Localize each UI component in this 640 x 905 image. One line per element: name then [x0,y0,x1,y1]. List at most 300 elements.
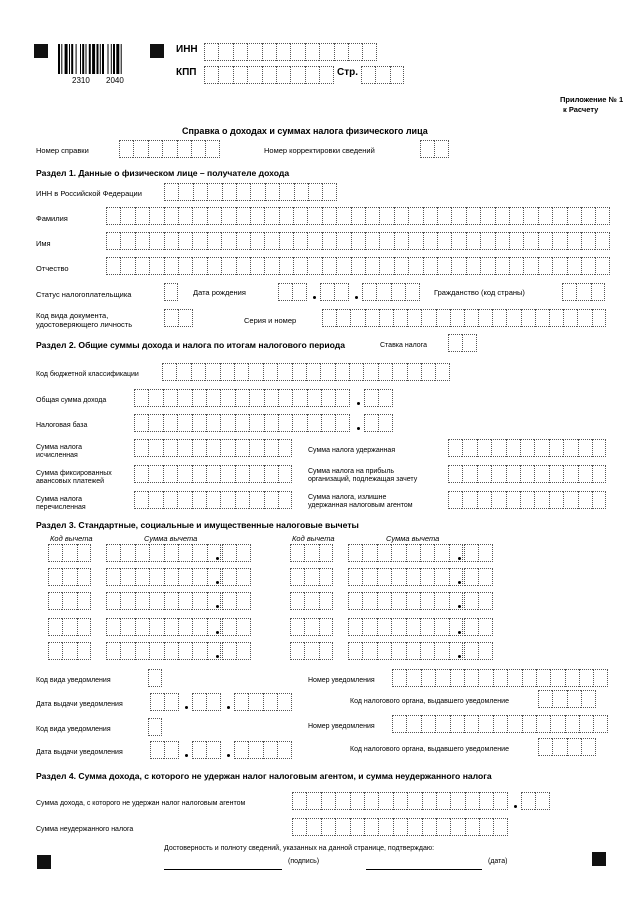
char-cell[interactable] [364,792,378,810]
char-cell[interactable] [290,66,304,84]
char-cell[interactable] [148,669,162,687]
char-cell[interactable] [361,66,375,84]
profit-tax-field[interactable] [448,465,606,483]
char-cell[interactable] [279,232,293,250]
char-cell[interactable] [148,414,162,432]
char-cell[interactable] [148,491,162,509]
char-cell[interactable] [435,715,449,733]
char-cell[interactable] [335,792,349,810]
char-cell[interactable] [567,207,581,225]
char-cell[interactable] [534,465,548,483]
char-cell[interactable] [263,363,277,381]
char-cell[interactable] [351,232,365,250]
char-cell[interactable] [220,491,234,509]
char-cell[interactable] [48,568,62,586]
char-cell[interactable] [335,818,349,836]
deduction-amount-field[interactable] [106,544,221,562]
char-cell[interactable] [478,618,492,636]
char-cell[interactable] [493,818,507,836]
char-cell[interactable] [120,642,134,660]
char-cell[interactable] [163,414,177,432]
char-cell[interactable] [478,592,492,610]
char-cell[interactable] [538,207,552,225]
char-cell[interactable] [509,257,523,275]
char-cell[interactable] [192,693,206,711]
deduction-kop-field[interactable] [222,592,251,610]
char-cell[interactable] [264,257,278,275]
char-cell[interactable] [423,207,437,225]
char-cell[interactable] [305,66,319,84]
char-cell[interactable] [448,334,462,352]
char-cell[interactable] [462,491,476,509]
char-cell[interactable] [234,693,248,711]
char-cell[interactable] [379,309,393,327]
char-cell[interactable] [322,309,336,327]
deduction-kop-field[interactable] [222,568,251,586]
char-cell[interactable] [464,544,478,562]
char-cell[interactable] [477,439,491,457]
char-cell[interactable] [192,491,206,509]
char-cell[interactable] [134,491,148,509]
char-cell[interactable] [563,439,577,457]
deduction-kop-field[interactable] [222,642,251,660]
char-cell[interactable] [248,363,262,381]
char-cell[interactable] [206,465,220,483]
char-cell[interactable] [392,669,406,687]
char-cell[interactable] [192,741,206,759]
char-cell[interactable] [234,363,248,381]
char-cell[interactable] [466,232,480,250]
notice-month-field[interactable] [192,741,221,759]
char-cell[interactable] [221,232,235,250]
char-cell[interactable] [307,389,321,407]
char-cell[interactable] [293,232,307,250]
char-cell[interactable] [308,183,322,201]
char-cell[interactable] [334,283,348,301]
char-cell[interactable] [421,363,435,381]
char-cell[interactable] [477,465,491,483]
deduction-code-field[interactable] [290,568,333,586]
char-cell[interactable] [562,283,576,301]
char-cell[interactable] [236,642,250,660]
notice-month-field[interactable] [192,693,221,711]
char-cell[interactable] [405,283,419,301]
char-cell[interactable] [235,465,249,483]
deduction-code-field[interactable] [290,592,333,610]
char-cell[interactable] [290,544,304,562]
char-cell[interactable] [134,439,148,457]
char-cell[interactable] [304,592,318,610]
char-cell[interactable] [534,439,548,457]
char-cell[interactable] [595,207,609,225]
char-cell[interactable] [406,618,420,636]
char-cell[interactable] [391,642,405,660]
char-cell[interactable] [565,715,579,733]
char-cell[interactable] [552,207,566,225]
char-cell[interactable] [233,66,247,84]
char-cell[interactable] [192,257,206,275]
char-cell[interactable] [321,818,335,836]
char-cell[interactable] [236,183,250,201]
char-cell[interactable] [48,642,62,660]
char-cell[interactable] [62,592,76,610]
char-cell[interactable] [394,232,408,250]
deduction-code-field[interactable] [48,618,91,636]
char-cell[interactable] [451,207,465,225]
char-cell[interactable] [464,642,478,660]
char-cell[interactable] [177,140,191,158]
char-cell[interactable] [407,792,421,810]
char-cell[interactable] [593,715,607,733]
char-cell[interactable] [563,309,577,327]
char-cell[interactable] [448,439,462,457]
char-cell[interactable] [236,592,250,610]
char-cell[interactable] [581,207,595,225]
char-cell[interactable] [576,283,590,301]
char-cell[interactable] [278,414,292,432]
char-cell[interactable] [394,207,408,225]
char-cell[interactable] [218,66,232,84]
char-cell[interactable] [420,592,434,610]
char-cell[interactable] [521,792,535,810]
deduction-amount-field[interactable] [348,592,463,610]
char-cell[interactable] [306,363,320,381]
char-cell[interactable] [277,741,291,759]
char-cell[interactable] [236,232,250,250]
char-cell[interactable] [191,363,205,381]
char-cell[interactable] [377,618,391,636]
char-cell[interactable] [48,618,62,636]
char-cell[interactable] [290,43,304,61]
char-cell[interactable] [235,439,249,457]
char-cell[interactable] [149,568,163,586]
char-cell[interactable] [207,257,221,275]
char-cell[interactable] [249,439,263,457]
char-cell[interactable] [392,715,406,733]
char-cell[interactable] [306,792,320,810]
char-cell[interactable] [348,544,362,562]
char-cell[interactable] [247,66,261,84]
char-cell[interactable] [407,818,421,836]
char-cell[interactable] [480,232,494,250]
char-cell[interactable] [207,618,221,636]
char-cell[interactable] [207,642,221,660]
char-cell[interactable] [265,183,279,201]
char-cell[interactable] [536,669,550,687]
char-cell[interactable] [534,491,548,509]
inn-field[interactable] [204,43,377,61]
char-cell[interactable] [567,257,581,275]
char-cell[interactable] [435,363,449,381]
char-cell[interactable] [506,465,520,483]
deduction-amount-field[interactable] [106,642,221,660]
char-cell[interactable] [77,592,91,610]
char-cell[interactable] [492,309,506,327]
char-cell[interactable] [362,544,376,562]
char-cell[interactable] [207,568,221,586]
char-cell[interactable] [164,183,178,201]
cert-number-field[interactable] [119,140,220,158]
char-cell[interactable] [192,544,206,562]
char-cell[interactable] [491,491,505,509]
char-cell[interactable] [466,257,480,275]
char-cell[interactable] [478,568,492,586]
char-cell[interactable] [434,592,448,610]
char-cell[interactable] [320,283,334,301]
char-cell[interactable] [134,414,148,432]
char-cell[interactable] [449,568,463,586]
correction-number-field[interactable] [420,140,449,158]
char-cell[interactable] [235,414,249,432]
char-cell[interactable] [362,592,376,610]
char-cell[interactable] [164,257,178,275]
char-cell[interactable] [479,792,493,810]
char-cell[interactable] [163,465,177,483]
char-cell[interactable] [436,818,450,836]
char-cell[interactable] [250,207,264,225]
char-cell[interactable] [421,309,435,327]
char-cell[interactable] [420,140,434,158]
char-cell[interactable] [206,389,220,407]
char-cell[interactable] [279,207,293,225]
char-cell[interactable] [436,309,450,327]
char-cell[interactable] [350,818,364,836]
char-cell[interactable] [449,642,463,660]
char-cell[interactable] [363,363,377,381]
char-cell[interactable] [550,669,564,687]
char-cell[interactable] [450,792,464,810]
char-cell[interactable] [178,592,192,610]
char-cell[interactable] [451,232,465,250]
char-cell[interactable] [207,232,221,250]
char-cell[interactable] [391,592,405,610]
total-income-field[interactable] [134,389,350,407]
char-cell[interactable] [507,715,521,733]
char-cell[interactable] [595,257,609,275]
char-cell[interactable] [319,592,333,610]
char-cell[interactable] [552,690,566,708]
char-cell[interactable] [206,741,220,759]
char-cell[interactable] [264,491,278,509]
char-cell[interactable] [406,669,420,687]
char-cell[interactable] [523,207,537,225]
char-cell[interactable] [538,690,552,708]
char-cell[interactable] [220,363,234,381]
char-cell[interactable] [538,232,552,250]
char-cell[interactable] [448,465,462,483]
notice-day-field[interactable] [150,693,179,711]
char-cell[interactable] [264,439,278,457]
char-cell[interactable] [390,66,404,84]
char-cell[interactable] [222,618,236,636]
char-cell[interactable] [592,309,606,327]
char-cell[interactable] [335,414,349,432]
char-cell[interactable] [120,207,134,225]
char-cell[interactable] [149,618,163,636]
char-cell[interactable] [307,414,321,432]
char-cell[interactable] [163,389,177,407]
char-cell[interactable] [509,232,523,250]
char-cell[interactable] [465,818,479,836]
char-cell[interactable] [378,792,392,810]
char-cell[interactable] [149,544,163,562]
char-cell[interactable] [222,642,236,660]
char-cell[interactable] [437,207,451,225]
char-cell[interactable] [520,439,534,457]
birth-day-field[interactable] [278,283,307,301]
char-cell[interactable] [249,491,263,509]
char-cell[interactable] [321,792,335,810]
char-cell[interactable] [506,439,520,457]
char-cell[interactable] [234,741,248,759]
char-cell[interactable] [222,568,236,586]
char-cell[interactable] [293,207,307,225]
char-cell[interactable] [292,389,306,407]
char-cell[interactable] [406,642,420,660]
char-cell[interactable] [133,140,147,158]
char-cell[interactable] [220,414,234,432]
char-cell[interactable] [565,669,579,687]
char-cell[interactable] [549,465,563,483]
deduction-amount-field[interactable] [106,592,221,610]
notice-year-field[interactable] [234,741,292,759]
char-cell[interactable] [322,257,336,275]
char-cell[interactable] [264,232,278,250]
char-cell[interactable] [491,439,505,457]
char-cell[interactable] [377,592,391,610]
char-cell[interactable] [364,818,378,836]
char-cell[interactable] [464,618,478,636]
char-cell[interactable] [549,309,563,327]
char-cell[interactable] [120,568,134,586]
char-cell[interactable] [48,592,62,610]
status-field[interactable] [164,283,178,301]
char-cell[interactable] [521,309,535,327]
surname-field[interactable] [106,207,610,225]
char-cell[interactable] [164,568,178,586]
char-cell[interactable] [592,439,606,457]
char-cell[interactable] [149,592,163,610]
deduction-code-field[interactable] [48,642,91,660]
char-cell[interactable] [493,715,507,733]
notice-day-field[interactable] [150,741,179,759]
char-cell[interactable] [507,669,521,687]
char-cell[interactable] [379,207,393,225]
char-cell[interactable] [278,465,292,483]
char-cell[interactable] [248,741,262,759]
deduction-code-field[interactable] [48,544,91,562]
char-cell[interactable] [420,568,434,586]
char-cell[interactable] [392,363,406,381]
notice-code-field[interactable] [148,669,162,687]
char-cell[interactable] [348,642,362,660]
char-cell[interactable] [462,439,476,457]
char-cell[interactable] [263,693,277,711]
char-cell[interactable] [106,568,120,586]
char-cell[interactable] [378,414,392,432]
char-cell[interactable] [436,792,450,810]
char-cell[interactable] [362,642,376,660]
char-cell[interactable] [135,618,149,636]
kbk-field[interactable] [162,363,450,381]
deduction-code-field[interactable] [290,618,333,636]
char-cell[interactable] [480,257,494,275]
char-cell[interactable] [164,741,178,759]
char-cell[interactable] [322,183,336,201]
char-cell[interactable] [62,568,76,586]
tax-withheld-field[interactable] [448,439,606,457]
char-cell[interactable] [106,592,120,610]
char-cell[interactable] [304,568,318,586]
char-cell[interactable] [164,544,178,562]
char-cell[interactable] [377,568,391,586]
tax-not-withheld-field[interactable] [292,818,508,836]
char-cell[interactable] [563,491,577,509]
char-cell[interactable] [207,592,221,610]
char-cell[interactable] [106,257,120,275]
char-cell[interactable] [135,207,149,225]
char-cell[interactable] [292,792,306,810]
char-cell[interactable] [192,642,206,660]
char-cell[interactable] [178,207,192,225]
deduction-kop-field[interactable] [222,618,251,636]
char-cell[interactable] [378,389,392,407]
char-cell[interactable] [478,669,492,687]
char-cell[interactable] [351,257,365,275]
char-cell[interactable] [218,43,232,61]
char-cell[interactable] [581,690,595,708]
char-cell[interactable] [193,183,207,201]
char-cell[interactable] [178,618,192,636]
char-cell[interactable] [290,618,304,636]
char-cell[interactable] [578,465,592,483]
char-cell[interactable] [350,309,364,327]
char-cell[interactable] [377,544,391,562]
char-cell[interactable] [520,491,534,509]
char-cell[interactable] [420,618,434,636]
char-cell[interactable] [48,544,62,562]
char-cell[interactable] [247,43,261,61]
char-cell[interactable] [322,232,336,250]
char-cell[interactable] [349,363,363,381]
char-cell[interactable] [336,232,350,250]
char-cell[interactable] [264,414,278,432]
char-cell[interactable] [522,669,536,687]
char-cell[interactable] [435,669,449,687]
char-cell[interactable] [207,183,221,201]
char-cell[interactable] [406,544,420,562]
char-cell[interactable] [204,43,218,61]
char-cell[interactable] [292,818,306,836]
char-cell[interactable] [523,257,537,275]
char-cell[interactable] [134,389,148,407]
char-cell[interactable] [249,465,263,483]
char-cell[interactable] [450,818,464,836]
char-cell[interactable] [592,465,606,483]
char-cell[interactable] [362,283,376,301]
char-cell[interactable] [421,715,435,733]
char-cell[interactable] [236,618,250,636]
char-cell[interactable] [462,334,476,352]
char-cell[interactable] [466,207,480,225]
char-cell[interactable] [304,544,318,562]
char-cell[interactable] [581,257,595,275]
char-cell[interactable] [462,465,476,483]
date-line[interactable] [366,869,482,870]
char-cell[interactable] [506,309,520,327]
char-cell[interactable] [250,232,264,250]
char-cell[interactable] [365,207,379,225]
